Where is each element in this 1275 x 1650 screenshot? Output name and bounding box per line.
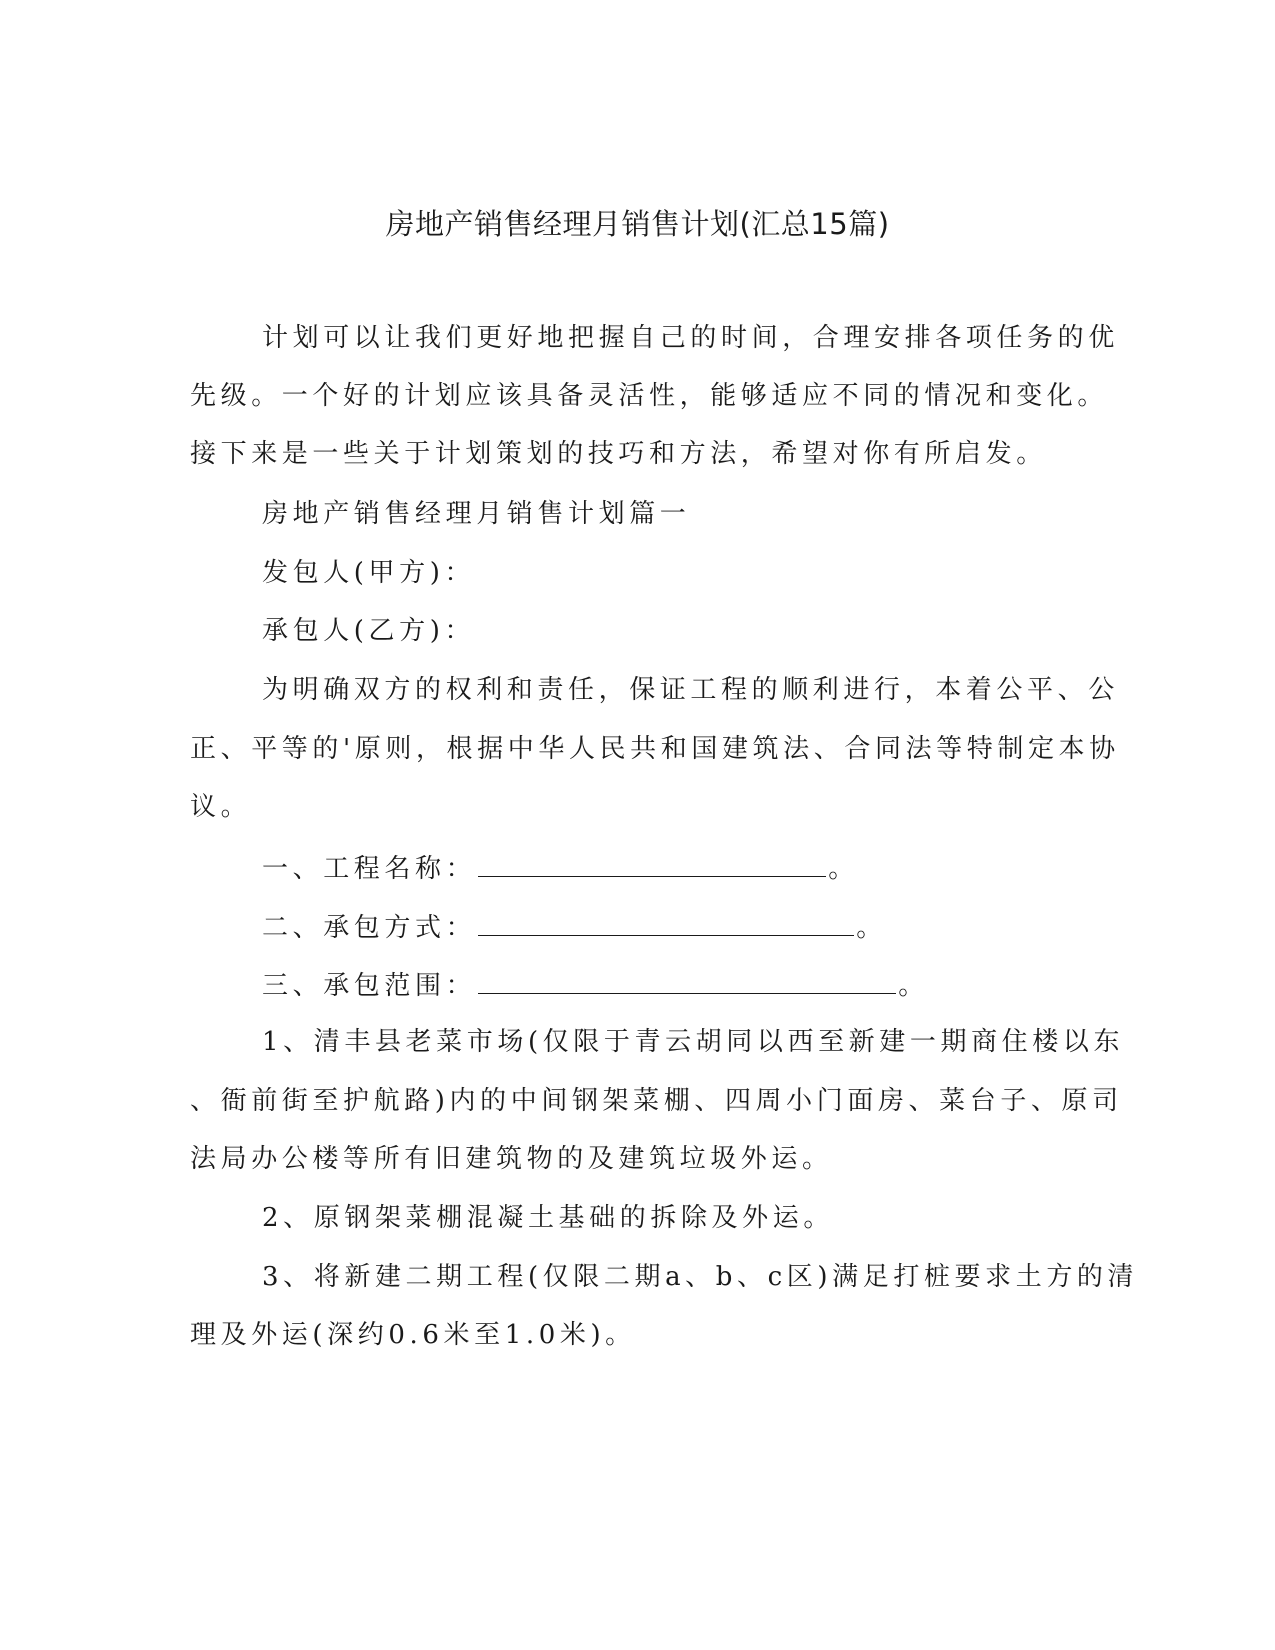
- intro-line-1: 计划可以让我们更好地把握自己的时间，合理安排各项任务的优: [262, 323, 1119, 353]
- item1-line-3: 法局办公楼等所有旧建筑物的及建筑垃圾外运。: [190, 1144, 833, 1174]
- item1-line-1: 1、清丰县老菜市场(仅限于青云胡同以西至新建一期商住楼以东: [262, 1027, 1125, 1057]
- contract-scope-blank[interactable]: [478, 963, 896, 994]
- field-contract-method: [262, 905, 887, 948]
- field-contract-method-label: 二、承包方式：: [262, 913, 477, 943]
- field-contract-scope-label: 三、承包范围：: [262, 971, 477, 1001]
- intro-line-3: 接下来是一些关于计划策划的技巧和方法，希望对你有所启发。: [190, 439, 1047, 469]
- field-contract-scope: [262, 963, 929, 1006]
- document-title: 房地产销售经理月销售计划(汇总15篇): [385, 207, 890, 241]
- project-name-blank[interactable]: [478, 846, 826, 877]
- purpose-line-2: 正、平等的'原则，根据中华人民共和国建筑法、合同法等特制定本协: [190, 734, 1120, 764]
- purpose-line-1: 为明确双方的权利和责任，保证工程的顺利进行，本着公平、公: [262, 675, 1119, 705]
- item1-line-2: 、衙前街至护航路)内的中间钢架菜棚、四周小门面房、菜台子、原司: [190, 1086, 1123, 1116]
- item3-line-2: 理及外运(深约0.6米至1.0米)。: [190, 1320, 636, 1350]
- field-contract-scope-end: 。: [898, 971, 929, 1001]
- field-contract-method-end: 。: [856, 913, 887, 943]
- intro-line-2: 先级。一个好的计划应该具备灵活性，能够适应不同的情况和变化。: [190, 381, 1109, 411]
- field-project-name-end: 。: [828, 854, 859, 884]
- item3-line-1: 3、将新建二期工程(仅限二期a、b、c区)满足打桩要求土方的清: [262, 1262, 1139, 1292]
- section-heading: 房地产销售经理月销售计划篇一: [262, 499, 691, 529]
- item2-line: 2、原钢架菜棚混凝土基础的拆除及外运。: [262, 1203, 834, 1233]
- purpose-line-3: 议。: [190, 792, 252, 822]
- field-project-name-label: 一、工程名称：: [262, 854, 477, 884]
- party-a-label: 发包人(甲方)：: [262, 558, 476, 588]
- party-b-label: 承包人(乙方)：: [262, 616, 476, 646]
- contract-method-blank[interactable]: [478, 905, 854, 936]
- field-project-name: [262, 846, 859, 889]
